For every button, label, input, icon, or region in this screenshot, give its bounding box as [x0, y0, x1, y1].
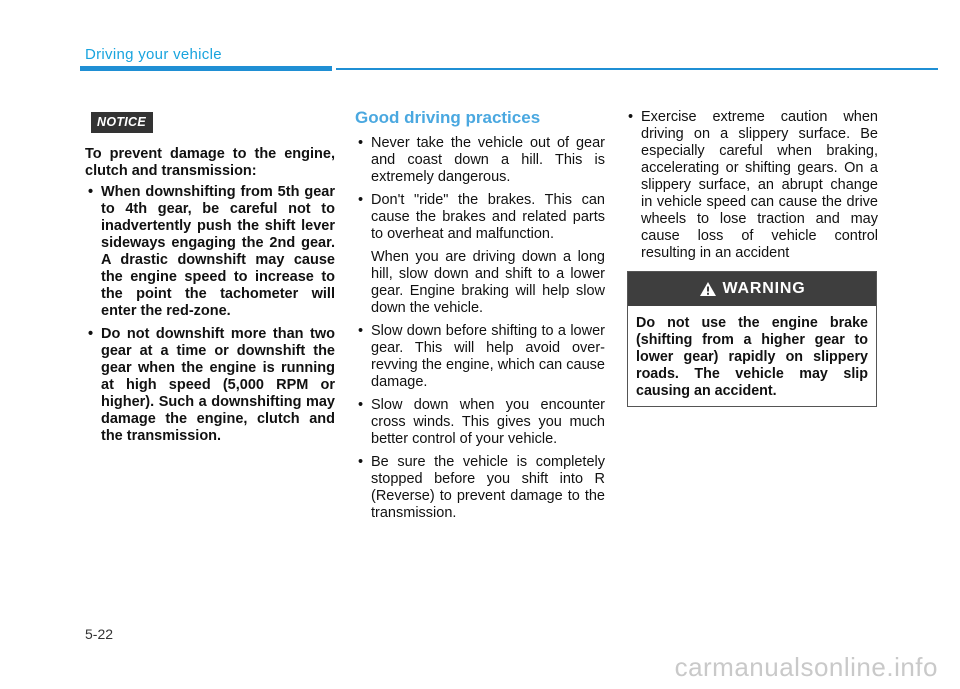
page-number: 5-22	[85, 626, 114, 642]
notice-item: • Do not downshift more than two gear at a time or downshift the gear when the engine is running at high speed (5,000 RPM or higher). Such a downshifting may damage the engine, clutch and the transmission.	[85, 326, 335, 445]
warning-triangle-icon	[699, 281, 717, 297]
practice-item: • Slow down before shifting to a lower gear. This will help avoid over-revving the engine, which can cause damage.	[355, 323, 605, 391]
watermark: carmanualsonline.info	[674, 652, 938, 682]
practice-item: • Never take the vehicle out of gear and coast down a hill. This is extremely dangerous.	[355, 135, 605, 186]
notice-column	[85, 112, 335, 451]
warning-header	[628, 272, 876, 306]
notice-list	[85, 184, 335, 445]
header-rule-accent	[80, 66, 332, 71]
practices-list-cont	[355, 323, 605, 522]
practice-subparagraph: When you are driving down a long hill, slow down and shift to a lower gear. Engine braking will help slow down the vehicle.	[371, 249, 605, 316]
practice-item: • Exercise extreme caution when driving on a slippery surface. Be especially careful when braking, accelerating or shifting gears. On a slippery surface, an abrupt change in vehicle speed can cause the drive wheels to lose traction and may cause loss of vehicle control resulting in an accident	[625, 109, 878, 262]
practices-column-right	[625, 109, 878, 268]
practices-column	[355, 109, 605, 528]
warning-box	[627, 271, 877, 407]
practices-list-right	[625, 109, 878, 262]
practices-list	[355, 135, 605, 243]
notice-badge: NOTICE	[91, 112, 153, 133]
notice-intro: To prevent damage to the engine, clutch and transmission:	[85, 146, 335, 179]
practice-item: • Be sure the vehicle is completely stopped before you shift into R (Reverse) to prevent damage to the transmission.	[355, 454, 605, 522]
warning-text: Do not use the engine brake (shifting from a higher gear to lower gear) rapidly on slippery roads. The vehicle may slip causing an accident.	[636, 315, 868, 399]
practice-item: • Slow down when you encounter cross winds. This gives you much better control of your vehicle.	[355, 397, 605, 448]
section-title: Driving your vehicle	[85, 46, 222, 63]
warning-title: WARNING	[722, 280, 806, 297]
practices-heading: Good driving practices	[355, 108, 541, 127]
notice-item: • When downshifting from 5th gear to 4th gear, be careful not to inadvertently push the shift lever sideways engaging the 2nd gear. A drastic downshift may cause the engine speed to increase to the point the tachometer will enter the red-zone.	[85, 184, 335, 320]
header-rule	[336, 68, 938, 70]
practice-item: • Don't "ride" the brakes. This can cause the brakes and related parts to overheat and malfunction.	[355, 192, 605, 243]
